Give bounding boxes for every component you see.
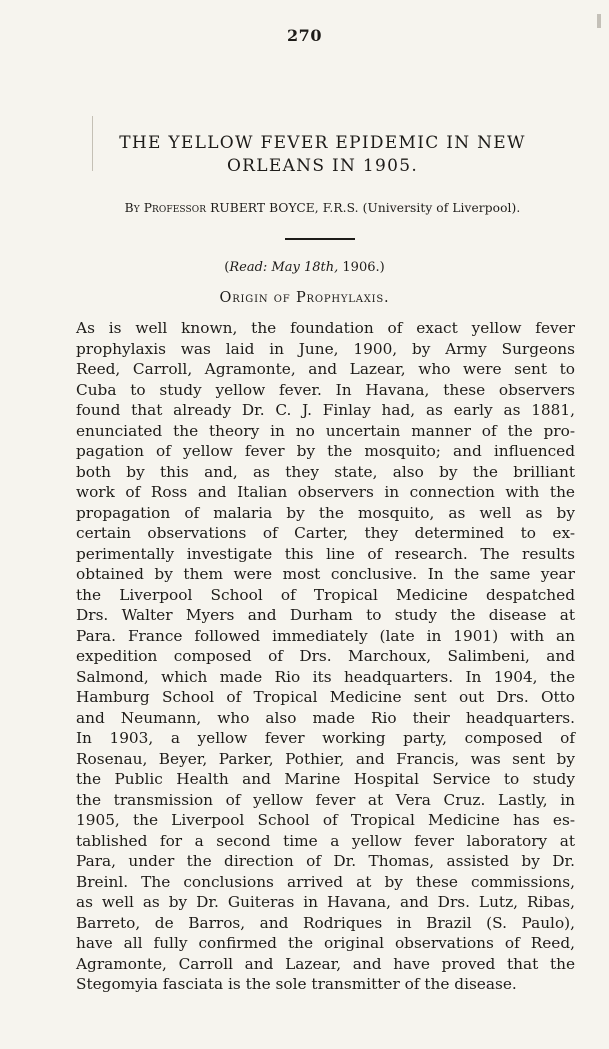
byline-author: RUBERT BOYCE, F.R.S. (University of Liverpool).: [210, 201, 521, 215]
body-line: In 1903, a yellow fever working party, composed of: [76, 729, 575, 747]
author-byline: [60, 201, 585, 215]
body-line: Barreto, de Barros, and Rodriques in Brazil (S. Paulo),: [76, 913, 575, 932]
body-line: tablished for a second time a yellow fever laboratory at: [76, 831, 575, 850]
body-line: the Liverpool School of Tropical Medicine despatched: [76, 585, 575, 604]
read-open: (: [224, 260, 230, 275]
body-line: propagation of malaria by the mosquito, as well as by: [76, 503, 575, 522]
body-line: Para. France followed immediately (late in 1901) with an: [76, 626, 575, 645]
body-line: Breinl. The conclusions arrived at by these commissions,: [76, 872, 575, 891]
body-line: Stegomyia fasciata is the sole transmitter of the disease.: [76, 975, 517, 993]
body-line: enunciated the theory in no uncertain manner of the pro-: [76, 421, 575, 440]
article-title-line-2: ORLEANS IN 1905.: [226, 156, 419, 176]
body-line: the transmission of yellow fever at Vera Cruz. Lastly, in: [76, 790, 575, 809]
body-paragraph: [76, 318, 575, 995]
body-line: expedition composed of Drs. Marchoux, Salimbeni, and: [76, 647, 575, 665]
read-year: 1906.): [338, 260, 385, 275]
body-line: Agramonte, Carroll and Lazear, and have proved that the: [76, 954, 575, 973]
page-number: 270: [287, 26, 322, 45]
body-line: Drs. Walter Myers and Durham to study the disease at: [76, 606, 575, 624]
body-line: obtained by them were most conclusive. In the same year: [76, 565, 575, 583]
title-divider: [285, 238, 355, 240]
body-line: certain observations of Carter, they determined to ex-: [76, 524, 575, 542]
body-line: have all fully confirmed the original observations of Reed,: [76, 934, 575, 952]
body-line: As is well known, the foundation of exact yellow fever: [76, 319, 575, 337]
body-line: found that already Dr. C. J. Finlay had, as early as 1881,: [76, 401, 575, 419]
article-title: [70, 132, 575, 178]
body-line: pagation of yellow fever by the mosquito; and influenced: [76, 442, 575, 460]
body-line: both by this and, as they state, also by the brilliant: [76, 462, 575, 481]
body-line: the Public Health and Marine Hospital Service to study: [76, 770, 575, 788]
read-label: Read:: [229, 260, 268, 275]
body-line: Rosenau, Beyer, Parker, Pothier, and Francis, was sent by: [76, 749, 575, 768]
byline-prefix: By Professor: [124, 201, 207, 215]
section-heading: Origin of Prophylaxis.: [219, 290, 390, 306]
body-line: prophylaxis was laid in June, 1900, by Army Surgeons: [76, 339, 575, 358]
body-line: Hamburg School of Tropical Medicine sent out Drs. Otto: [76, 688, 575, 706]
read-date-text: May 18th,: [271, 260, 339, 275]
body-line: as well as by Dr. Guiteras in Havana, and Drs. Lutz, Ribas,: [76, 893, 575, 911]
body-line: Reed, Carroll, Agramonte, and Lazear, who were sent to: [76, 360, 575, 378]
body-line: work of Ross and Italian observers in connection with the: [76, 483, 575, 501]
body-line: 1905, the Liverpool School of Tropical Medicine has es-: [76, 811, 575, 829]
body-line: Salmond, which made Rio its headquarters. In 1904, the: [76, 667, 575, 686]
body-line: Cuba to study yellow fever. In Havana, these observers: [76, 380, 575, 399]
body-line: Para, under the direction of Dr. Thomas, assisted by Dr.: [76, 852, 575, 870]
article-title-line-1: THE YELLOW FEVER EPIDEMIC IN NEW: [119, 133, 526, 153]
body-line: perimentally investigate this line of research. The results: [76, 544, 575, 563]
read-date: [0, 260, 609, 275]
body-line: and Neumann, who also made Rio their headquarters.: [76, 708, 575, 727]
